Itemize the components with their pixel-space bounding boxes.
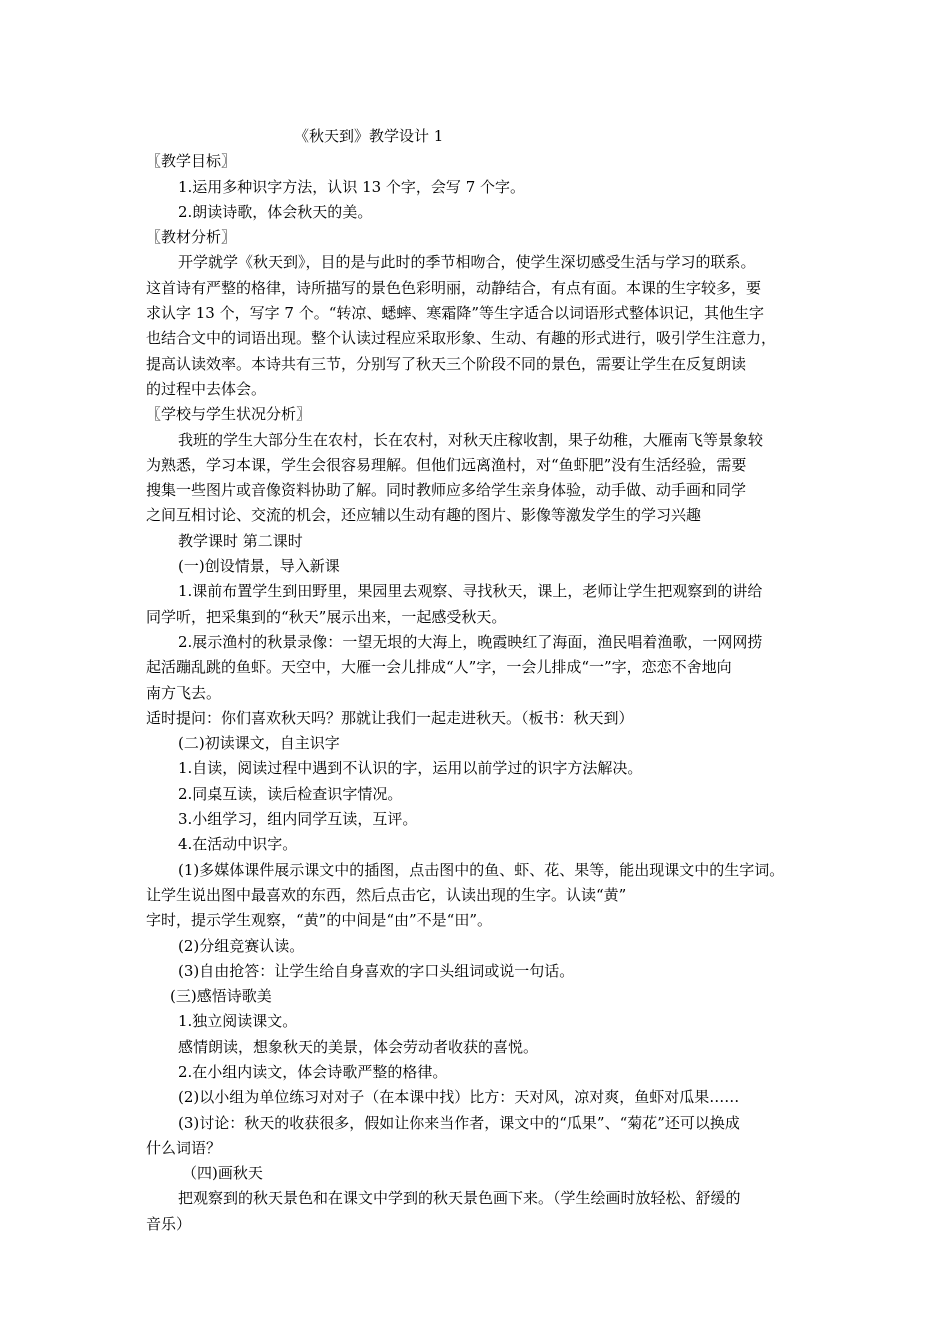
analysis-line: 这首诗有严整的格律，诗所描写的景色色彩明丽，动静结合，有点有面。本课的生字较多，要 — [146, 278, 762, 297]
step-item-line: 起活蹦乱跳的鱼虾。天空中，大雁一会儿排成“人”字，一会儿排成“一”字，恋恋不舍地向 — [146, 658, 732, 677]
step-heading: (二)初读课文，自主识字 — [178, 734, 340, 753]
analysis-line: 提高认读效率。本诗共有三节，分别写了秋天三个阶段不同的景色，需要让学生在反复朗读 — [146, 354, 747, 373]
step-item: 1.独立阅读课文。 — [178, 1012, 298, 1031]
school-heading: 〖学校与学生状况分析〗 — [146, 405, 312, 424]
analysis-line: 的过程中去体会。 — [146, 379, 267, 398]
question-line: 适时提问：你们喜欢秋天吗？那就让我们一起走进秋天。（板书：秋天到） — [146, 708, 634, 727]
step-heading: (三)感悟诗歌美 — [170, 987, 272, 1006]
sub-item-line: (3)讨论：秋天的收获很多，假如让你来当作者，课文中的“瓜果”、“菊花”还可以换成 — [178, 1113, 740, 1132]
sub-item: (2)分组竞赛认读。 — [178, 936, 305, 955]
teaching-period: 教学课时 第二课时 — [178, 531, 303, 550]
sub-item-line: (1)多媒体课件展示课文中的插图，点击图中的鱼、虾、花、果等，能出现课文中的生字词。 — [178, 860, 785, 879]
step-item-line: 1.课前布置学生到田野里，果园里去观察、寻找秋天，课上，老师让学生把观察到的讲给 — [178, 582, 763, 601]
step-item: 3.小组学习，组内同学互读，互评。 — [178, 810, 418, 829]
document-title: 《秋天到》教学设计 1 — [294, 127, 444, 145]
document-page — [146, 124, 812, 1237]
step-item: 感情朗读，想象秋天的美景，体会劳动者收获的喜悦。 — [178, 1037, 539, 1056]
step-item: 2.同桌互读，读后检查识字情况。 — [178, 784, 403, 803]
analysis-heading: 〖教材分析〗 — [146, 228, 237, 247]
school-line: 之间互相讨论、交流的机会，还应辅以生动有趣的图片、影像等激发学生的学习兴趣 — [146, 506, 702, 525]
school-line: 搜集一些图片或音像资料协助了解。同时教师应多给学生亲身体验，动手做、动手画和同学 — [146, 481, 747, 500]
step-item: 4.在活动中识字。 — [178, 835, 298, 854]
sub-item-line: 让学生说出图中最喜欢的东西，然后点击它，认读出现的生字。认读“黄” — [146, 885, 627, 904]
step-item-line: 音乐） — [146, 1214, 192, 1233]
sub-item-line: 字时，提示学生观察，“黄”的中间是“由”不是“田”。 — [146, 911, 493, 930]
sub-item-line: 什么词语？ — [146, 1138, 222, 1157]
analysis-line: 求认字 13 个，写字 7 个。“转凉、蟋蟀、寒霜降”等生字适合以词语形式整体识记，其他生字 — [146, 304, 765, 323]
step-item: 1.自读，阅读过程中遇到不认识的字，运用以前学过的识字方法解决。 — [178, 759, 643, 778]
goals-heading: 〖教学目标〗 — [146, 152, 237, 171]
step-item: 2.在小组内读文，体会诗歌严整的格律。 — [178, 1062, 448, 1081]
step-heading: (一)创设情景，导入新课 — [178, 557, 340, 576]
step-item-line: 2.展示渔村的秋景录像：一望无垠的大海上，晚霞映红了海面，渔民唱着渔歌，一网网捞 — [178, 632, 763, 651]
goal-item: 2.朗读诗歌，体会秋天的美。 — [178, 202, 373, 221]
goal-item: 1.运用多种识字方法，认识 13 个字，会写 7 个字。 — [178, 177, 526, 196]
school-line: 我班的学生大部分生在农村，长在农村，对秋天庄稼收割，果子幼稚，大雁南飞等景象较 — [178, 430, 764, 449]
step-item-line: 同学听，把采集到的“秋天”展示出来，一起感受秋天。 — [146, 607, 507, 626]
school-line: 为熟悉，学习本课，学生会很容易理解。但他们远离渔村，对“鱼虾肥”没有生活经验，需要 — [146, 455, 747, 474]
analysis-line: 也结合文中的词语出现。整个认读过程应采取形象、生动、有趣的形式进行，吸引学生注意力， — [146, 329, 777, 348]
step-heading: （四)画秋天 — [182, 1164, 263, 1183]
step-item-line: 南方飞去。 — [146, 683, 222, 702]
sub-item: (3)自由抢答：让学生给自身喜欢的字口头组词或说一句话。 — [178, 961, 575, 980]
step-item-line: 把观察到的秋天景色和在课文中学到的秋天景色画下来。（学生绘画时放轻松、舒缓的 — [178, 1189, 741, 1208]
analysis-line: 开学就学《秋天到》，目的是与此时的季节相吻合，使学生深切感受生活与学习的联系。 — [178, 253, 756, 272]
sub-item: (2)以小组为单位练习对对子（在本课中找）比方：天对风，凉对爽，鱼虾对瓜果…… — [178, 1088, 740, 1107]
